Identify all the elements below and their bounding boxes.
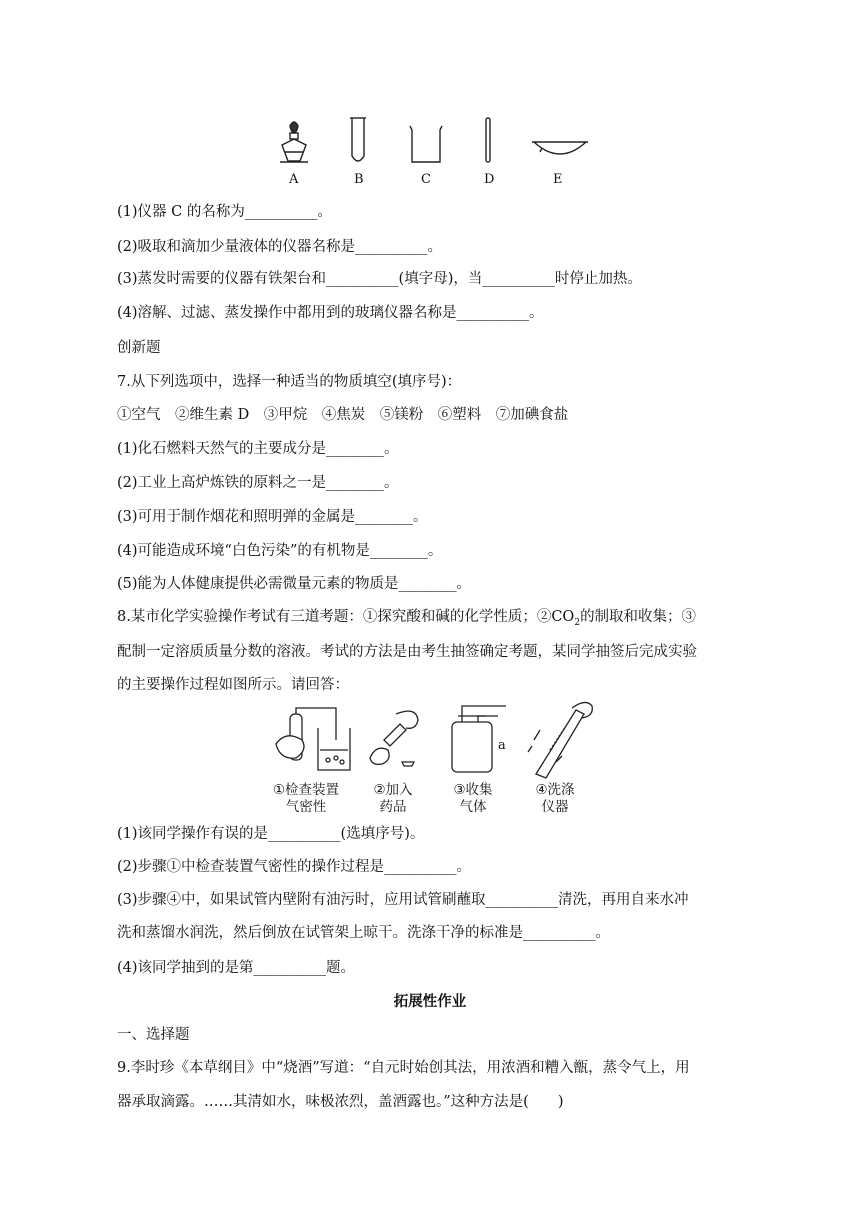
co2-subscript: 2 — [574, 617, 581, 628]
operation-caption-1 — [266, 782, 346, 816]
caption-2-line-2: 药品 — [379, 799, 407, 815]
instrument-label-b: B — [354, 172, 364, 187]
section-choice-heading: 一、选择题 — [117, 1027, 190, 1043]
beaker-icon — [410, 126, 442, 162]
caption-3-line-1: ③收集 — [453, 782, 493, 798]
wash-instrument-icon — [528, 702, 592, 778]
caption-2-line-1: ②加入 — [373, 782, 413, 798]
glass-rod-icon — [486, 118, 490, 162]
gas-outlet-label: a — [498, 738, 506, 753]
section-innovation-heading: 创新题 — [117, 340, 161, 356]
q8-stem-line-2: 配制一定溶质质量分数的溶液。考试的方法是由考生抽签确定考题，某同学抽签后完成实验 — [117, 644, 697, 660]
q8-stem-line-3: 的主要操作过程如图所示。请回答： — [117, 677, 349, 693]
instrument-label-e: E — [553, 172, 563, 187]
operation-caption-4 — [520, 782, 590, 816]
instrument-label-d: D — [484, 172, 495, 187]
instrument-figure — [270, 112, 590, 192]
test-tube-icon — [350, 118, 366, 161]
instrument-label-c: C — [421, 172, 431, 187]
q7-subquestion-1: (1)化石燃料天然气的主要成分是________。 — [117, 441, 399, 457]
operation-caption-3 — [438, 782, 508, 816]
caption-4-line-2: 仪器 — [541, 799, 569, 815]
section-extension-heading: 拓展性作业 — [393, 994, 467, 1010]
q7-options: ①空气 ②维生素 D ③甲烷 ④焦炭 ⑤镁粉 ⑥塑料 ⑦加碘食盐 — [117, 407, 569, 423]
caption-1-line-2: 气密性 — [285, 799, 327, 815]
q8-subquestion-3-line-1: (3)步骤④中，如果试管内壁附有油污时，应用试管刷蘸取__________清洗，再用自来水冲 — [117, 892, 689, 908]
q8-subquestion-4: (4)该同学抽到的是第__________题。 — [117, 960, 356, 976]
q7-stem: 7.从下列选项中，选择一种适当的物质填空(填序号)： — [117, 374, 462, 390]
airtightness-check-icon — [276, 708, 350, 770]
alcohol-lamp-icon — [280, 122, 308, 162]
add-reagent-icon — [370, 711, 418, 766]
q7-subquestion-2: (2)工业上高炉炼铁的原料之一是________。 — [117, 475, 399, 491]
q8-subquestion-3-line-2: 洗和蒸馏水润洗，然后倒放在试管架上晾干。洗涤干净的标准是__________。 — [117, 925, 610, 941]
q7-subquestion-5: (5)能为人体健康提供必需微量元素的物质是________。 — [117, 576, 472, 592]
operation-drawings — [266, 700, 606, 780]
q6-subquestion-2: (2)吸取和滴加少量液体的仪器名称是__________。 — [117, 239, 443, 255]
q8-stem-line-1 — [117, 607, 696, 633]
q6-subquestion-4: (4)溶解、过滤、蒸发操作中都用到的玻璃仪器名称是__________。 — [117, 305, 544, 321]
q7-subquestion-4: (4)可能造成环境“白色污染”的有机物是________。 — [117, 543, 443, 559]
q8-subquestion-2: (2)步骤①中检查装置气密性的操作过程是__________。 — [117, 859, 472, 875]
q8-subquestion-1: (1)该同学操作有误的是__________(选填序号)。 — [117, 826, 425, 842]
operation-caption-2 — [358, 782, 428, 816]
q9-line-1: 9.李时珍《本草纲目》中“烧酒”写道：“自元时始创其法，用浓酒和糟入甑，蒸令气上，用 — [117, 1060, 690, 1076]
instrument-label-a: A — [289, 172, 299, 187]
q7-subquestion-3: (3)可用于制作烟花和照明弹的金属是________。 — [117, 509, 428, 525]
caption-4-line-1: ④洗涤 — [535, 782, 575, 798]
operation-figure — [266, 700, 606, 820]
caption-3-line-2: 气体 — [459, 799, 487, 815]
q8-stem-part-b: 的制取和收集；③ — [580, 609, 697, 625]
q9-line-2: 器承取滴露。……其清如水，味极浓烈，盖酒露也。”这种方法是( ) — [117, 1094, 564, 1110]
q6-subquestion-3: (3)蒸发时需要的仪器有铁架台和__________(填字母)，当__________时停止加热。 — [117, 271, 642, 287]
caption-1-line-1: ①检查装置 — [272, 782, 340, 798]
evaporating-dish-icon — [532, 142, 588, 154]
q6-subquestion-1: (1)仪器 C 的名称为__________。 — [117, 204, 332, 220]
q8-stem-part-a: 8.某市化学实验操作考试有三道考题：①探究酸和碱的化学性质；②CO — [117, 609, 575, 625]
